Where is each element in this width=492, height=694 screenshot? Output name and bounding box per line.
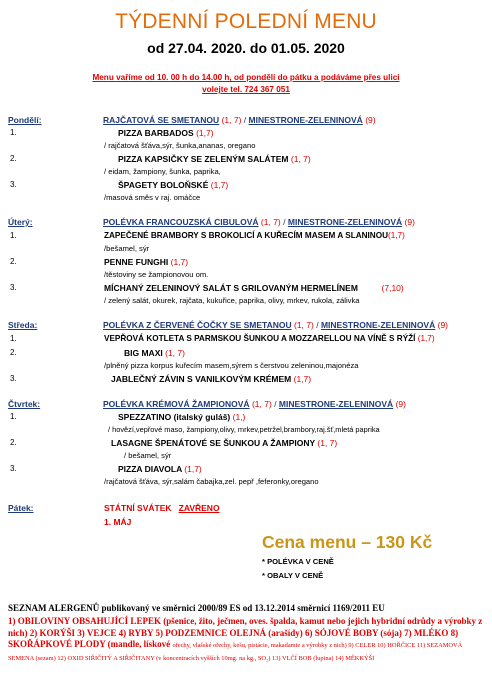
dish-description: / zelený salát, okurek, rajčata, kukuřice, paprika, olivy, mrkev, rukola, zálivka: [104, 296, 360, 305]
day-label-tuesday: Úterý:: [8, 217, 33, 227]
soup2-name: MINESTRONE-ZELENINOVÁ: [248, 115, 363, 125]
dish-name: PENNE FUNGHI: [104, 257, 169, 267]
soup1-name: POLÉVKA FRANCOUZSKÁ CIBULOVÁ: [103, 217, 259, 227]
dish-allergens: (1,7): [417, 334, 435, 343]
dish-description: / eidam, žampiony, šunka, paprika,: [104, 167, 221, 176]
dish-description: / rajčatová šťáva,sýr, šunka,ananas, oregano: [104, 141, 256, 150]
soup-wednesday: [103, 320, 448, 330]
soup2-name: MINESTRONE-ZELENINOVÁ: [278, 399, 394, 409]
dish-allergens: (1,7): [210, 180, 229, 190]
item-number: 2.: [10, 348, 17, 357]
dish-description: / bešamel, sýr: [124, 451, 172, 460]
soup-separator: /: [243, 115, 247, 125]
item-number: 3.: [10, 283, 17, 292]
dish-description: /bešamel, sýr: [104, 244, 150, 253]
item-number: 3.: [10, 464, 17, 473]
allergen-text-2: 3) VEJCE 4) RYBY 5) PODZEMNICE OLEJNÁ (arašídy) 6) SÓJOVÉ BOBY (sója) 7) MLÉKO 8) SKOŘÁPKOVÉ PLODY (mandle, lískové: [8, 627, 459, 649]
holiday-notice: [104, 503, 220, 513]
dish-allergens: (1, 7): [165, 348, 185, 358]
dish-name: ŠPAGETY BOLOŇSKÉ: [118, 180, 209, 190]
soup2-name: MINESTRONE-ZELENINOVÁ: [287, 217, 403, 227]
allergen-text-3: ořechy, vlašské ořechy, kešu, pistácie, makadamie a výrobky z nich) 9) CELER 10) HOŘČICE 11) SEZAMOVÁ SEMENA (sezam) 12) OXID SIŘIČITÝ A SIŘIČITANY (v koncentracích vyšších 10mg.: [8, 642, 463, 662]
item-number: 1.: [10, 128, 17, 137]
dish-description: /plněný pizza korpus kuřecím masem,sýrem s čerstvou zeleninou,majonéza: [104, 361, 359, 370]
item-number: 1.: [10, 412, 17, 421]
dish-allergens: (1, 7): [290, 154, 311, 164]
dish: [111, 438, 337, 448]
dish-name: VEPŘOVÁ KOTLETA S PARMSKOU ŠUNKOU A MOZZARELLOU NA VÍNĚ S RÝŽÍ: [104, 334, 416, 343]
dish-name: SPEZZATINO (italský guláš): [118, 412, 231, 422]
dish-name: PIZZA BARBADOS: [118, 128, 194, 138]
closed-label: ZAVŘENO: [178, 503, 220, 513]
menu-title: TÝDENNÍ POLEDNÍ MENU: [115, 10, 377, 33]
item-number: 2.: [10, 154, 17, 163]
allergen-list: [8, 616, 486, 664]
soup2-allergens: (9): [395, 399, 406, 409]
dish: [104, 283, 404, 293]
item-number: 3.: [10, 374, 17, 383]
dish-name: ZAPEČENÉ BRAMBORY S BROKOLICÍ A KUŘECÍM MASEM A SLANINOU: [104, 231, 388, 240]
dish-allergens: (1,7): [170, 257, 189, 267]
dish: [118, 154, 311, 164]
price-includes-packaging: * OBALY V CENĚ: [262, 571, 324, 580]
phone-notice: volejte tel. 724 367 051: [202, 85, 290, 94]
allergen-list-title: SEZNAM ALERGENŮ publikovaný ve směrnici 2000/89 ES od 13.12.2014 směrnicí 1169/2011 EU: [8, 603, 385, 613]
dish-allergens: (1,7): [196, 128, 214, 138]
dish-allergens: (1,7): [293, 374, 312, 384]
soup1-allergens: (1, 7): [293, 320, 314, 330]
dish-description: /masová směs v raj. omáčce: [104, 193, 201, 202]
menu-price: Cena menu – 130 Kč: [262, 532, 433, 552]
holiday-label: STÁTNÍ SVÁTEK: [104, 503, 172, 513]
dish: [118, 128, 214, 138]
dish: [104, 334, 435, 343]
dish: [124, 348, 185, 358]
dish-description: / hovězí,vepřové maso, žampiony,olivy, mrkev,petržel,brambory,raj.šť,mletá paprika: [108, 425, 380, 434]
soup-tuesday: [103, 217, 415, 227]
item-number: 1.: [10, 334, 17, 343]
soup1-name: POLÉVKA KRÉMOVÁ ŽAMPIONOVÁ: [103, 399, 250, 409]
dish-name: JABLEČNÝ ZÁVIN S VANILKOVÝM KRÉMEM: [111, 374, 292, 384]
dish-name: MÍCHANÝ ZELENINOVÝ SALÁT S GRILOVANÝM HERMELÍNEM: [104, 283, 358, 293]
item-number: 2.: [10, 257, 17, 266]
dish: [104, 231, 405, 240]
dish: [104, 257, 188, 267]
soup2-name: MINESTRONE-ZELENINOVÁ: [320, 320, 436, 330]
dish-description: /rajčatová šťáva, sýr,salám čabajka,zel. pepř ,feferonky,oregano: [104, 477, 319, 486]
holiday-name: 1. MÁJ: [104, 517, 132, 527]
dish: [111, 374, 311, 384]
dish-allergens: (1, 7): [317, 438, 338, 448]
soup1-name: RAJČATOVÁ SE SMETANOU: [103, 115, 220, 125]
day-label-thursday: Čtvrtek:: [8, 399, 41, 409]
soup2-allergens: (9): [365, 115, 376, 125]
soup-monday: [103, 115, 376, 125]
dish: [118, 180, 228, 190]
dish-name: PIZZA KAPSIČKY SE ZELENÝM SALÁTEM: [118, 154, 289, 164]
soup2-allergens: (9): [404, 217, 415, 227]
dish-allergens: (1,7): [388, 231, 405, 240]
allergen-text-4: na kg., SO₂) 13) VLČÍ BOB (lupina) 14) MĚKKÝŠI: [239, 654, 375, 662]
dish-name: LASAGNE ŠPENÁTOVÉ SE ŠUNKOU A ŽAMPIONY: [111, 438, 316, 448]
soup1-allergens: (1, 7): [251, 399, 272, 409]
price-includes-soup: * POLÉVKA V CENĚ: [262, 557, 334, 566]
day-label-wednesday: Středa:: [8, 320, 38, 330]
menu-dates: od 27.04. 2020. do 01.05. 2020: [147, 40, 345, 56]
dish-allergens: (1,7): [184, 464, 202, 474]
soup2-allergens: (9): [437, 320, 448, 330]
day-label-friday: Pátek:: [8, 503, 34, 513]
item-number: 2.: [10, 438, 17, 447]
dish: [118, 464, 202, 474]
dish-name: BIG MAXI: [124, 348, 163, 358]
service-notice: Menu vaříme od 10. 00 h do 14.00 h, od pondělí do pátku a podáváme přes ulici: [92, 73, 400, 82]
soup-separator: /: [283, 217, 286, 227]
soup-thursday: [103, 399, 406, 409]
dish-allergens: (7,10): [381, 283, 404, 293]
dish-description: /těstoviny se žampionovou om.: [104, 270, 209, 279]
soup1-allergens: (1, 7): [221, 115, 242, 125]
dish-name: PIZZA DIAVOLA: [118, 464, 182, 474]
item-number: 1.: [10, 231, 17, 240]
allergen-text-1: 1) OBILOVINY OBSAHUJÍCÍ LEPEK (pšenice, žito, ječmen, oves. špalda, kamut nebo jejich hybridní odrůdy a výrobky z nich) 2) KORÝŠI: [8, 616, 483, 638]
dish: [118, 412, 245, 422]
soup-separator: /: [274, 399, 277, 409]
day-label-monday: Pondělí:: [8, 115, 42, 125]
soup-separator: /: [316, 320, 319, 330]
dish-allergens: (1,): [232, 412, 246, 422]
soup1-name: POLÉVKA Z ČERVENÉ ČOČKY SE SMETANOU: [103, 320, 292, 330]
soup1-allergens: (1, 7): [260, 217, 281, 227]
item-number: 3.: [10, 180, 17, 189]
